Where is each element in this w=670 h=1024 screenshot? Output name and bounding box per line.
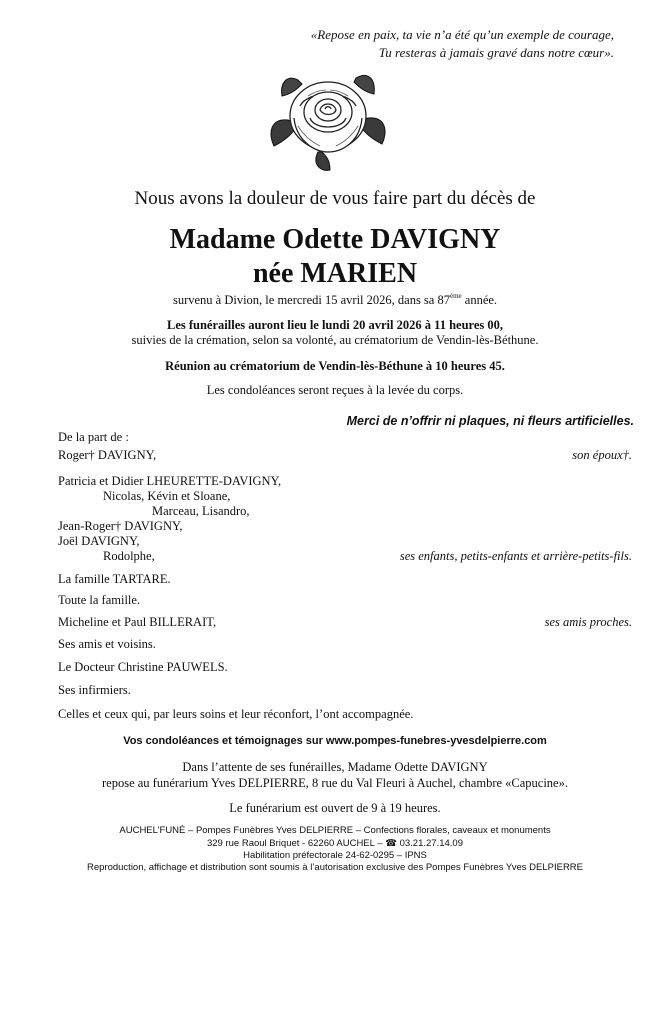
caregivers: Celles et ceux qui, par leurs soins et leur réconfort, l’ont accompagnée. <box>58 707 414 721</box>
footer-company: AUCHEL’FUNÉ – Pompes Funèbres Yves DELPIERRE – Confections florales, caveaux et monuments <box>119 825 551 836</box>
family-grandchildren: Nicolas, Kévin et Sloane, <box>103 489 231 503</box>
website-note: Vos condoléances et témoignages sur www.pompes-funebres-yvesdelpierre.com <box>123 735 547 747</box>
friends-neighbors: Ses amis et voisins. <box>58 637 156 651</box>
footer-licence: Habilitation préfectorale 24-62-0295 – IPNS <box>243 850 427 861</box>
footer-rights: Reproduction, affichage et distribution sont soumis à l’autorisation exclusive des Pompes Funèbres Yves DELPIERRE <box>86 862 584 873</box>
family-tartare: La famille TARTARE. <box>58 572 171 586</box>
relation-husband: son époux†. <box>572 448 632 462</box>
announcement-intro: Nous avons la douleur de vous faire part du décès de <box>134 188 536 209</box>
quote-line-1: «Repose en paix, ta vie n’a été qu’un exemple de courage, <box>310 27 614 42</box>
maiden-name: née MARIEN <box>252 258 418 289</box>
nurses: Ses infirmiers. <box>58 683 131 697</box>
epitaph-quote <box>311 26 614 62</box>
condolences-note: Les condoléances seront reçues à la levée du corps. <box>206 383 464 397</box>
deceased-name: Madame Odette DAVIGNY <box>169 224 501 255</box>
whole-family: Toute la famille. <box>58 593 141 607</box>
funeral-home-hours: Le funérarium est ouvert de 9 à 19 heures. <box>229 801 441 815</box>
family-joel: Joël DAVIGNY, <box>58 534 140 548</box>
from-label: De la part de : <box>58 430 129 444</box>
relation-close-friends: ses amis proches. <box>544 615 632 629</box>
family-patricia: Patricia et Didier LHEURETTE-DAVIGNY, <box>58 474 282 488</box>
rose-icon <box>268 60 388 174</box>
rest-location-line-2: repose au funérarium Yves DELPIERRE, 8 rue du Val Fleuri à Auchel, chambre «Capucine». <box>102 776 568 790</box>
family-jean-roger: Jean-Roger† DAVIGNY, <box>58 519 183 533</box>
funeral-date: Les funérailles auront lieu le lundi 20 avril 2026 à 11 heures 00, <box>166 318 504 332</box>
no-flowers-note: Merci de n’offrir ni plaques, ni fleurs artificielles. <box>346 414 634 428</box>
doctor: Le Docteur Christine PAUWELS. <box>58 660 228 674</box>
family-husband: Roger† DAVIGNY, <box>58 448 157 462</box>
crematorium-meeting: Réunion au crématorium de Vendin-lès-Béthune à 10 heures 45. <box>165 359 505 373</box>
family-rodolphe: Rodolphe, <box>103 549 155 563</box>
relation-children: ses enfants, petits-enfants et arrière-petits-fils. <box>399 549 632 563</box>
quote-line-2: Tu resteras à jamais gravé dans notre cœur». <box>378 45 614 60</box>
rest-location-line-1: Dans l’attente de ses funérailles, Madame Odette DAVIGNY <box>182 760 488 774</box>
cremation-details: suivies de la crémation, selon sa volonté, au crématorium de Vendin-lès-Béthune. <box>131 333 539 347</box>
family-great-grandchildren: Marceau, Lisandro, <box>152 504 250 518</box>
family-billerait: Micheline et Paul BILLERAIT, <box>58 615 217 629</box>
death-details: survenu à Divion, le mercredi 15 avril 2026, dans sa 87ème année. <box>172 292 498 307</box>
footer-address: 329 rue Raoul Briquet - 62260 AUCHEL – ☎ 03.21.27.14.09 <box>206 838 463 849</box>
